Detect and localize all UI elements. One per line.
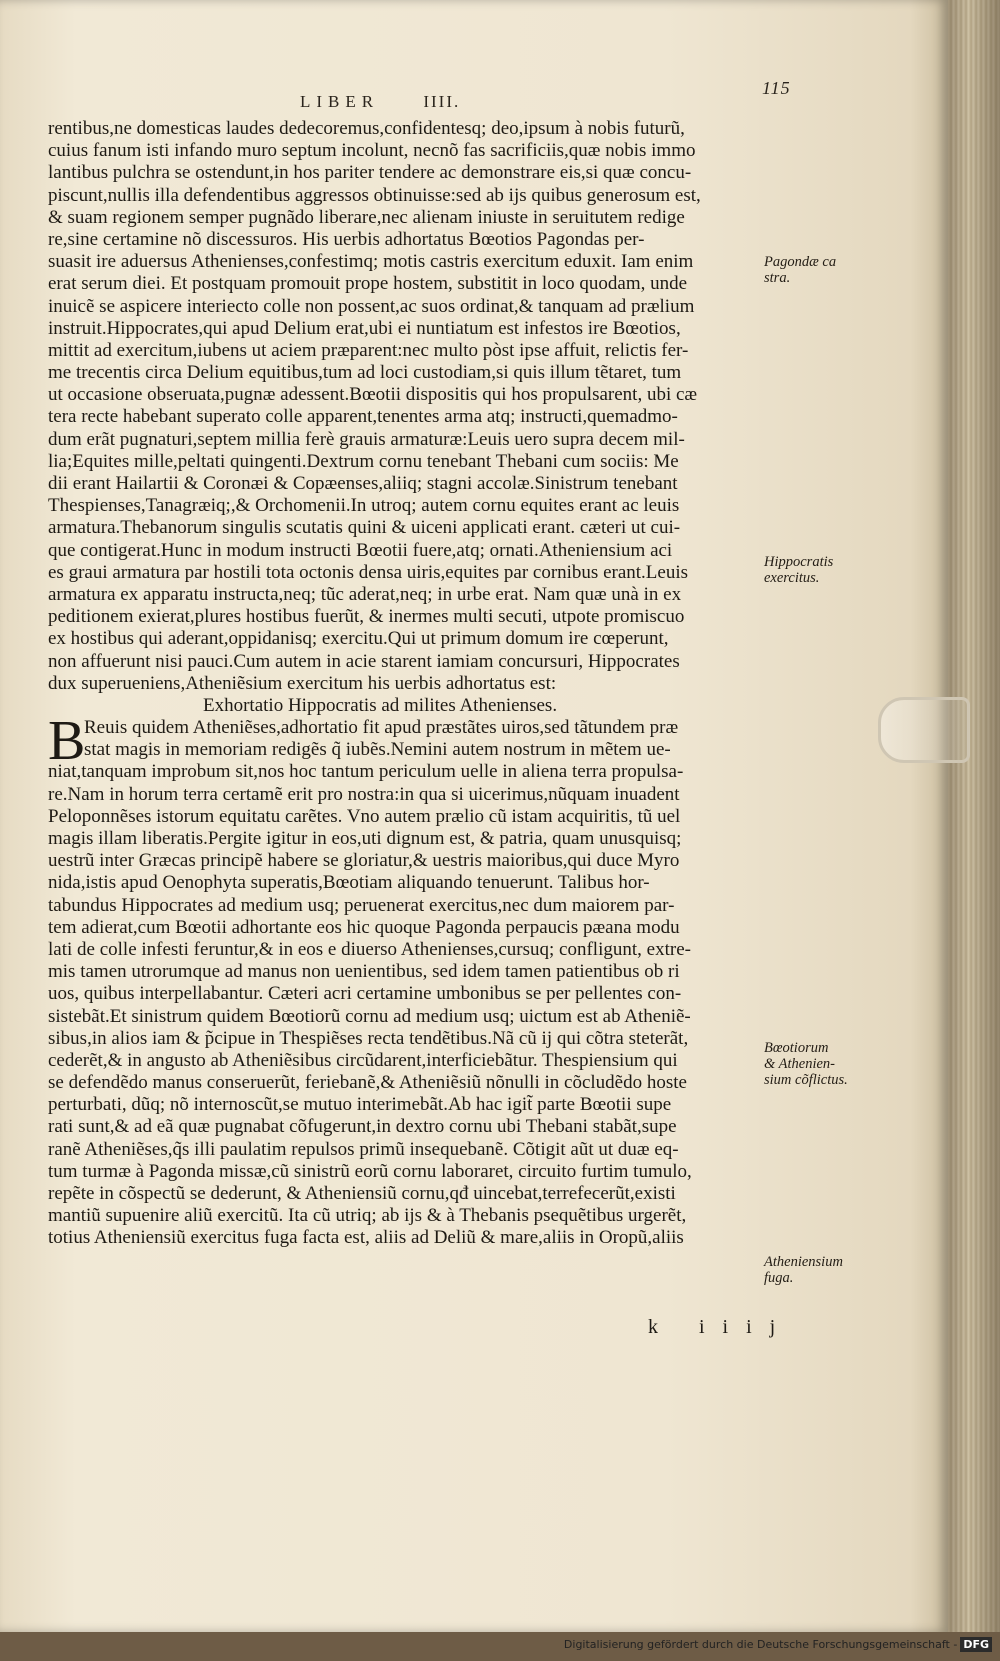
text-line: nida,istis apud Oenophyta superatis,Bœotiam aliquando tenuerunt. Talibus hor- <box>48 872 650 894</box>
margin-note-line: Bœotiorum <box>764 1040 829 1056</box>
text-line: ex hostibus qui aderant,oppidanisq; exercitu.Qui ut primum domum ire cœperunt, <box>48 628 669 650</box>
margin-note-conflictus <box>764 1040 850 1088</box>
text-line: armatura.Thebanorum singulis scutatis quini & uiceni applicati erant. cæteri ut cui- <box>48 517 681 539</box>
text-line: re.Nam in horum terra certamẽ erit pro nostra:in qua si uicerimus,nũquam inuadent <box>48 783 680 805</box>
text-line: sistebãt.Et sinistrum quidem Bœotiorũ cornu ad medium usq; uictum est ab Atheniẽ- <box>48 1005 691 1027</box>
margin-note-line: sium cõflictus. <box>764 1072 848 1088</box>
dfg-logo: DFG <box>960 1637 992 1652</box>
digitization-credit <box>564 1638 992 1651</box>
text-line: erat serum diei. Et postquam promouit prope hostem, substitit in loco quodam, unde <box>48 273 688 295</box>
exhortation-block <box>48 710 758 1250</box>
paper-clip-mark <box>878 697 970 763</box>
text-line: non affuerunt nisi pauci.Cum autem in acie starent iamiam concursuri, Hippocrates <box>48 650 680 672</box>
page-edges <box>948 0 1000 1632</box>
signature-mark: k iiij <box>648 1316 794 1338</box>
text-line: & suam regionem semper pugnãdo liberare,nec alienam iniuste in seruitutem redige <box>48 206 685 228</box>
text-line: Peloponnẽses istorum equitatu carẽtes. Vno autem prælio cũ istam acquiritis, tũ uel <box>48 805 681 827</box>
text-line: tabundus Hippocrates ad medium usq; peruenerat exercitus,nec dum maiorem par- <box>48 894 675 916</box>
text-line: peditionem exierat,plures hostibus fuerũt, & inermes multi secuti, utpote promiscuo <box>48 606 685 628</box>
text-line: rati sunt,& ad eã quæ pugnabat cõfugerunt,in dextro cornu ubi Thebani stabãt,supe <box>48 1116 677 1138</box>
text-line: cederẽt,& in angusto ab Atheniẽsibus circũdarent,interficiebãtur. Thespiensium qui <box>48 1049 678 1071</box>
text-line: ut occasione obseruata,pugnæ adessent.Bœotii dispositis qui hos propulsarent, ubi cæ <box>48 384 698 406</box>
text-line: mantiũ supuenire aliũ exercitũ. Ita cũ utriq; ab ijs & à Thebanis psequẽtibus urgerẽt, <box>48 1205 687 1227</box>
text-line: dii erant Hailartii & Coronæi & Copæenses,aliiq; stagni accolæ.Sinistrum tenebant <box>48 473 678 494</box>
section-heading: Exhortatio Hippocratis ad milites Athenienses. <box>203 694 558 716</box>
margin-note-line: Pagondæ ca <box>764 254 837 270</box>
text-line: inuicẽ se aspicere interiecto colle non possent,ac suos ordinat,& tanquam ad prælium <box>48 295 695 317</box>
text-line: rentibus,ne domesticas laudes dedecoremus,confidentesq; deo,ipsum à nobis futurũ, <box>48 118 685 139</box>
margin-note-line: & Athenien- <box>764 1056 836 1072</box>
text-line: mis tamen utrorumque ad manus non uenientibus, sed idem tamen patientibus ob ri <box>48 961 680 983</box>
text-line: que contigerat.Hunc in modum instructi Bœotii fuere,atq; ornati.Atheniensium aci <box>48 539 673 561</box>
text-line: tera recte habebant superato colle apparent,tenentes arma atq; instructi,quemadmo- <box>48 406 678 428</box>
text-line: piscunt,nullis illa defendentibus aggressos obtinuisse:sed ab ijs quibus generosum est, <box>48 184 701 206</box>
header-title: LIBER <box>300 92 380 111</box>
drop-capital: B <box>48 710 86 773</box>
text-line: ranẽ Atheniẽses,q̃s illi paulatim repulsos primũ insequebanẽ. Cõtigit aũt ut duæ eq- <box>48 1138 679 1160</box>
text-block-part-1 <box>48 118 758 695</box>
text-line: es graui armatura par hostili tota octonis densa uiris,equites par cornibus erant.Leuis <box>48 561 689 583</box>
text-line: mittit ad exercitum,iubens ut aciem præparent:nec multo pòst ipse affuit, relictis fer- <box>48 339 689 361</box>
text-block-part-2 <box>48 717 758 1250</box>
main-text-block <box>48 118 758 1250</box>
text-line: cuius fanum isti infando muro septum incolunt, necnõ fas sacrificiis,quæ nobis immo <box>48 140 696 162</box>
text-line: tem adierat,cum Bœotii adhortante eos hic quoque Pagonda perpaucis pæana modu <box>48 916 680 938</box>
text-line: suasit ire aduersus Athenienses,confestimq; motis castris exercitum eduxit. Iam enim <box>48 251 694 273</box>
margin-note-line: stra. <box>764 270 791 286</box>
text-line: lia;Equites mille,peltati quingenti.Dextrum cornu tenebant Thebani cum sociis: Me <box>48 450 679 472</box>
text-line: dux superueniens,Atheniẽsium exercitum his uerbis adhortatus est: <box>48 672 557 694</box>
header-book-number: IIII. <box>423 92 461 111</box>
margin-note-line: Atheniensium <box>764 1254 843 1270</box>
text-line: Thespienses,Tanagræiq;,& Orchomenii.In utroq; autem cornu equites erant ac leuis <box>48 495 680 517</box>
text-line: lantibus pulchra se ostendunt,in hos pariter tendere ac demonstrare eis,si quæ concu- <box>48 162 692 184</box>
text-line: stat magis in memoriam redigẽs q̃ iubẽs.Nemini autem nostrum in mẽtem ue- <box>84 739 671 761</box>
text-line: Reuis quidem Atheniẽses,adhortatio fit apud præstãtes uiros,sed tãtundem præ <box>84 717 679 739</box>
margin-note-line: fuga. <box>764 1270 794 1286</box>
text-line: armatura ex apparatu instructa,neq; tũc aderat,neq; in urbe erat. Nam quæ unà in ex <box>48 583 682 605</box>
text-line: se defendẽdo manus conseruerũt, feriebanẽ,& Atheniẽsiũ nõnulli in cõcludẽdo hoste <box>48 1072 687 1094</box>
text-line: lati de colle infesti feruntur,& in eos e diuerso Athenienses,cursuq; confligunt, extre- <box>48 938 691 960</box>
text-line: dum erãt pugnaturi,septem millia ferè grauis armaturæ:Leuis uero supra decem mil- <box>48 428 685 450</box>
text-line: re,sine certamine nõ discessuros. His uerbis adhortatus Bœotios Pagondas per- <box>48 228 645 250</box>
text-line: uestrũ inter Græcas principẽ habere se gloriatur,& uestris maioribus,qui duce Myro <box>48 850 680 872</box>
running-header <box>300 78 791 112</box>
margin-note-line: exercitus. <box>764 570 820 586</box>
credit-text: Digitalisierung gefördert durch die Deutsche Forschungsgemeinschaft - <box>563 1638 958 1651</box>
folio-number: 115 <box>762 78 791 98</box>
text-line: instruit.Hippocrates,qui apud Delium erat,ubi ei nuntiatum est infestos ire Bœotios, <box>48 317 681 339</box>
text-line: repẽte in cõspectũ se dederunt, & Atheniensiũ cornu,qđ uincebat,terrefecerũt,existi <box>48 1183 676 1204</box>
text-line: me trecentis circa Delium equitibus,tum ad loci custodiam,si quis illum tẽtaret, tum <box>48 362 682 384</box>
text-line: uos, quibus interpellabantur. Cæteri acri certamine umbonibus se per pellentes con- <box>48 983 682 1005</box>
margin-note-hippocratis <box>764 554 850 586</box>
text-line: totius Atheniensiũ exercitus fuga facta est, aliis ad Deliũ & mare,aliis in Oropũ,aliis <box>48 1227 684 1249</box>
text-line: niat,tanquam improbum sit,nos hoc tantum periculum uelle in aliena terra propulsa- <box>48 761 684 783</box>
margin-note-line: Hippocratis <box>764 554 834 570</box>
margin-note-fuga <box>764 1254 850 1286</box>
text-line: tum turmæ à Pagonda missæ,cũ sinistrũ eorũ cornu laboraret, circuito furtim tumulo, <box>48 1160 692 1182</box>
margin-note-pagondae <box>764 254 850 286</box>
text-line: perturbati, dũq; nõ internoscũt,se mutuo interimebãt.Ab hac igit̃ parte Bœotii supe <box>48 1094 672 1116</box>
text-line: magis illam liberatis.Pergite igitur in eos,uti dignum est, & patria, quam unusquisq; <box>48 828 682 849</box>
text-line: sibus,in alios iam & p̃cipue in Thespiẽses recta tendẽtibus.Nã cũ ij qui cõtra steterãt, <box>48 1027 689 1049</box>
